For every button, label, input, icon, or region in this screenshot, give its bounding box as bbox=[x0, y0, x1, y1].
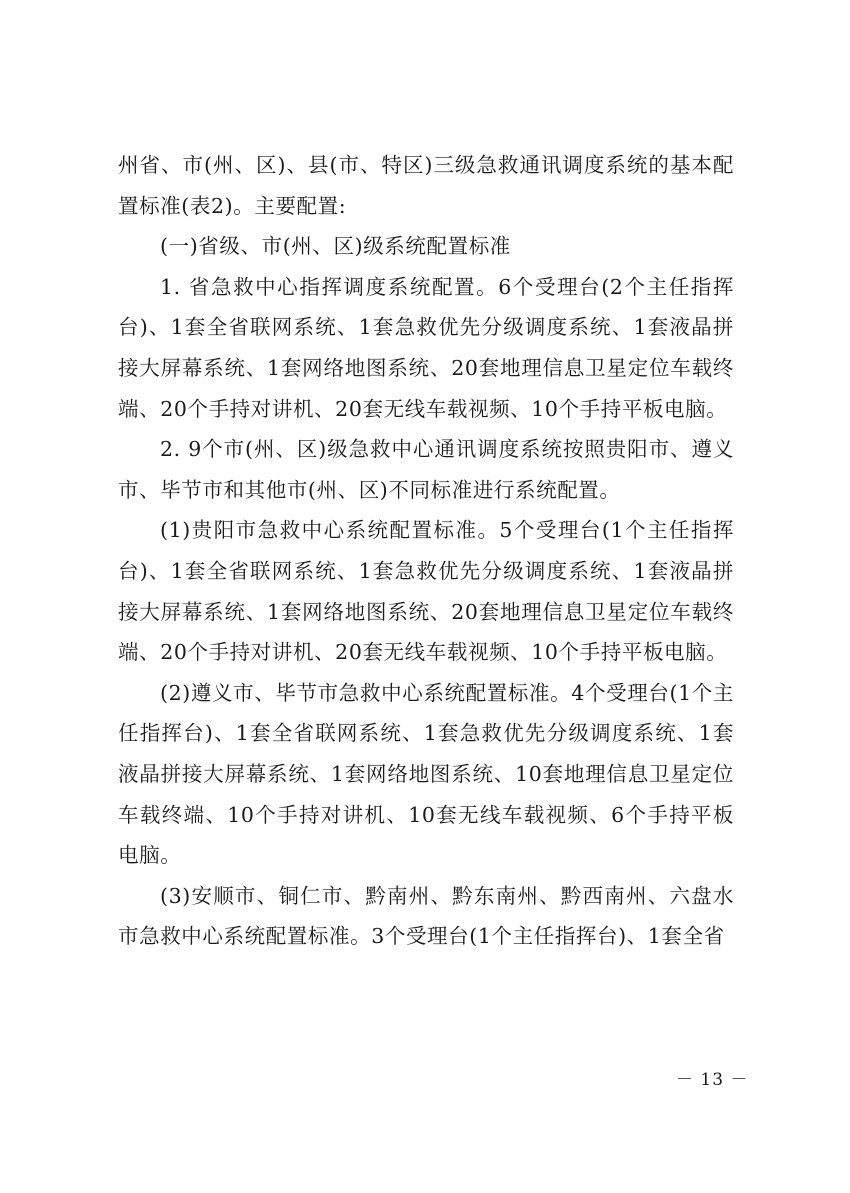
document-body bbox=[118, 145, 734, 957]
paragraph-provincial-center: 1. 省急救中心指挥调度系统配置。6个受理台(2个主任指挥台)、1套全省联网系统、1套急救优先分级调度系统、1套液晶拼接大屏幕系统、1套网络地图系统、20套地理信息卫星定位车载终端、20个手持对讲机、20套无线车载视频、10个手持平板电脑。 bbox=[118, 274, 734, 421]
paragraph-city-centers: 2. 9个市(州、区)级急救中心通讯调度系统按照贵阳市、遵义市、毕节市和其他市(州、区)不同标准进行系统配置。 bbox=[118, 437, 734, 502]
section-heading-provincial-city: (一)省级、市(州、区)级系统配置标准 bbox=[160, 234, 511, 259]
page-number: － 13 － bbox=[676, 1070, 749, 1090]
paragraph-zunyi-bijie: (2)遵义市、毕节市急救中心系统配置标准。4个受理台(1个主任指挥台)、1套全省联网系统、1套急救优先分级调度系统、1套液晶拼接大屏幕系统、1套网络地图系统、10套地理信息卫星定位车载终端、10个手持对讲机、10套无线车载视频、6个手持平板电脑。 bbox=[118, 680, 734, 868]
paragraph-other-cities: (3)安顺市、铜仁市、黔南州、黔东南州、黔西南州、六盘水市急救中心系统配置标准。3个受理台(1个主任指挥台)、1套全省 bbox=[118, 883, 734, 949]
paragraph-guiyang: (1)贵阳市急救中心系统配置标准。5个受理台(1个主任指挥台)、1套全省联网系统、1套急救优先分级调度系统、1套液晶拼接大屏幕系统、1套网络地图系统、20套地理信息卫星定位车载终端、20个手持对讲机、20套无线车载视频、10个手持平板电脑。 bbox=[118, 518, 734, 665]
paragraph-intro: 州省、市(州、区)、县(市、特区)三级急救通讯调度系统的基本配置标准(表2)。主要配置: bbox=[118, 153, 734, 218]
